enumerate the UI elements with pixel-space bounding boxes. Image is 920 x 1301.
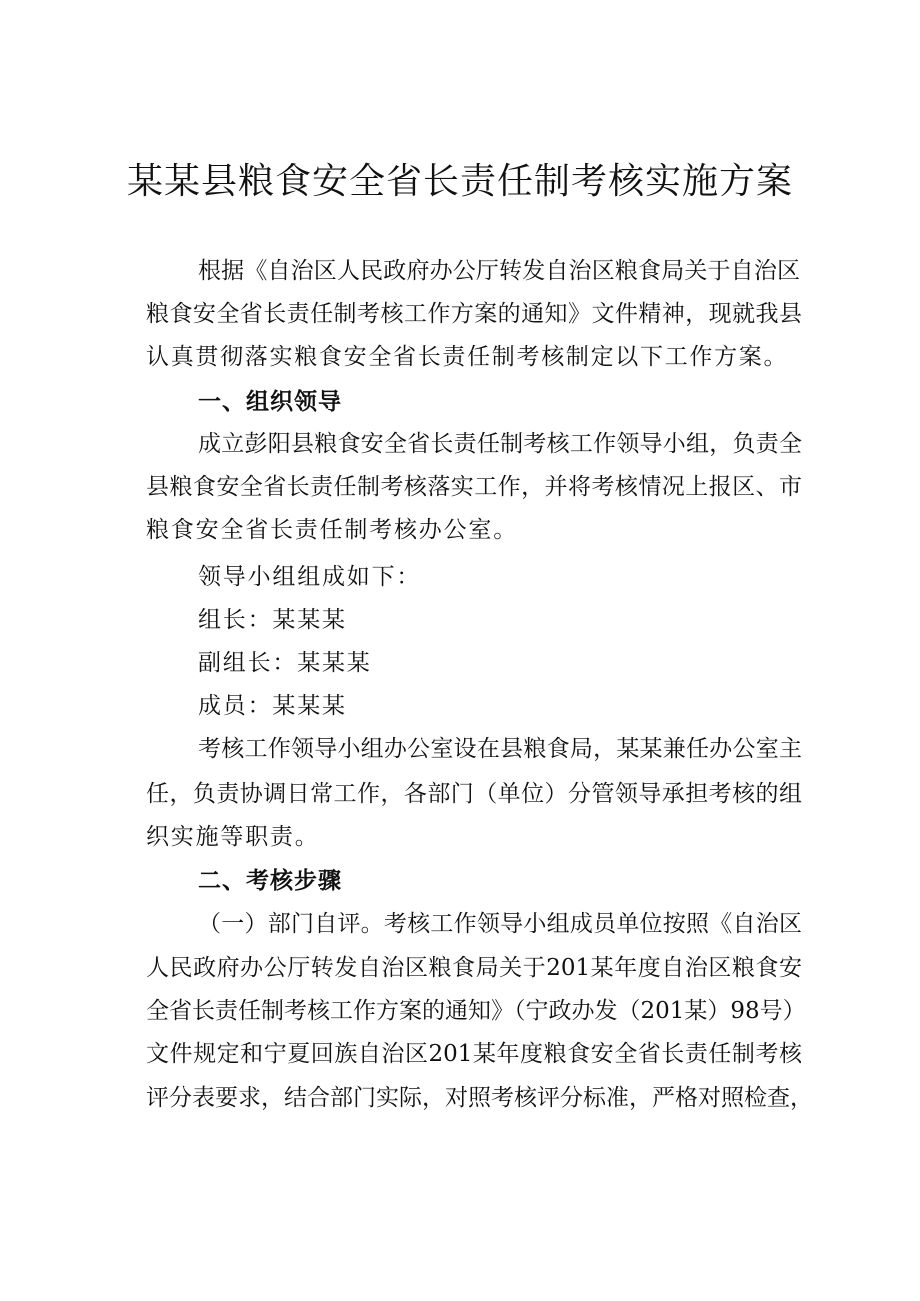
intro-line-3: 认真贯彻落实粮食安全省长责任制考核制定以下工作方案。 <box>146 344 789 370</box>
section1-para2-line-2: 任，负责协调日常工作，各部门（单位）分管领导承担考核的组 <box>146 781 802 807</box>
section1-para1-line-1: 成立彭阳县粮食安全省长责任制考核工作领导小组，负责全 <box>198 431 802 457</box>
section2-para1-line-5: 评分表要求，结合部门实际，对照考核评分标准，严格对照检查， <box>146 1085 813 1111</box>
section2-para1-line-1: （一）部门自评。考核工作领导小组成员单位按照《自治区 <box>198 911 802 937</box>
section1-para2-line-1: 考核工作领导小组办公室设在县粮食局，某某兼任办公室主 <box>198 736 802 762</box>
leader-line: 组长：某某某 <box>198 607 347 633</box>
section2-para1-line-4: 文件规定和宁夏回族自治区201某年度粮食安全省长责任制考核 <box>146 1041 802 1067</box>
members-intro: 领导小组组成如下： <box>198 564 422 590</box>
section2-para1-line-2: 人民政府办公厅转发自治区粮食局关于201某年度自治区粮食安 <box>146 955 802 981</box>
section1-para1-line-3: 粮食安全省长责任制考核办公室。 <box>146 517 518 543</box>
section1-para2-line-3: 织实施等职责。 <box>146 824 320 850</box>
section2-para1-line-3: 全省长责任制考核工作方案的通知》（宁政办发（201某）98号） <box>146 998 806 1024</box>
members-line: 成员：某某某 <box>198 693 347 719</box>
intro-line-2: 粮食安全省长责任制考核工作方案的通知》文件精神，现就我县 <box>146 301 802 327</box>
intro-line-1: 根据《自治区人民政府办公厅转发自治区粮食局关于自治区 <box>198 258 800 284</box>
section-heading-2: 二、考核步骤 <box>198 868 342 894</box>
section-heading-1: 一、组织领导 <box>198 389 342 415</box>
document-title: 某某县粮食安全省长责任制考核实施方案 <box>126 161 793 202</box>
deputy-leader-line: 副组长：某某某 <box>198 650 372 676</box>
section1-para1-line-2: 县粮食安全省长责任制考核落实工作，并将考核情况上报区、市 <box>146 474 802 500</box>
